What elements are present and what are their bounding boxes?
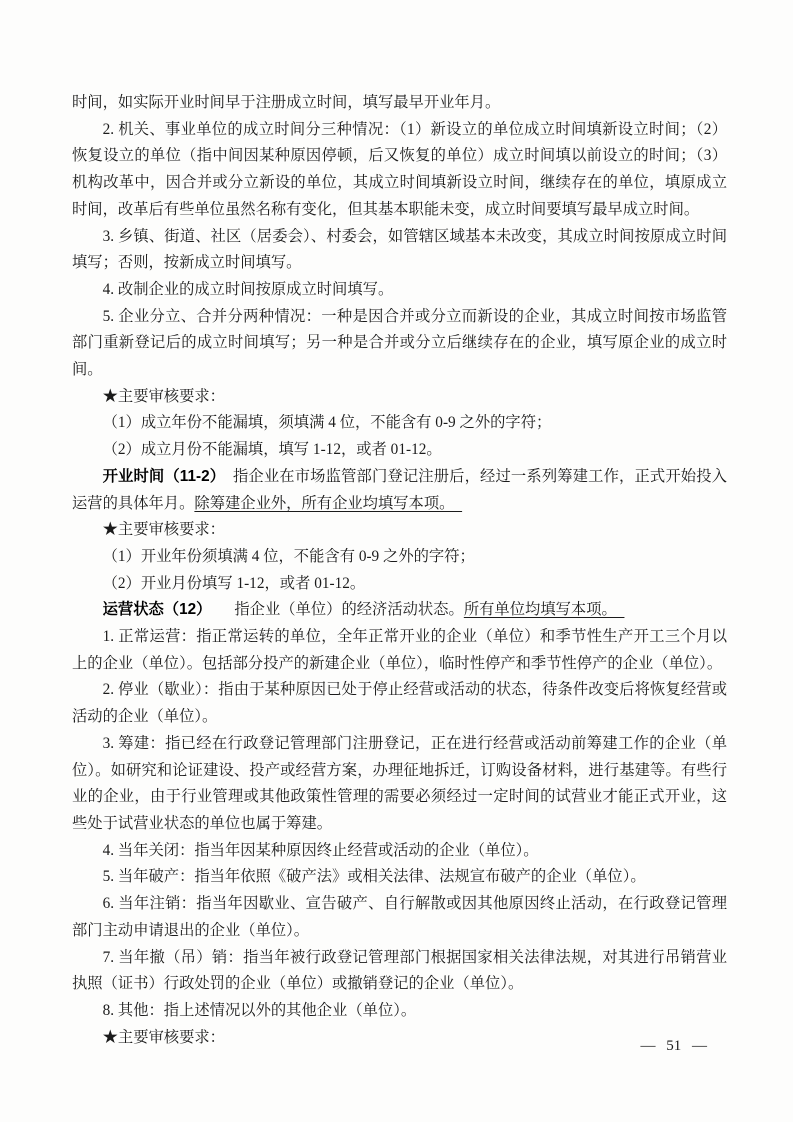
- operating-status-item-5-bankrupt: 5. 当年破产：指当年依照《破产法》或相关法律、法规宣布破产的企业（单位）。: [102, 868, 646, 886]
- term-gap: [204, 601, 235, 618]
- operating-status-item-6-deregistered: 6. 当年注销：指当年因歇业、宣告破产、自行解散或因其他原因终止活动，在行政登记管理部门主动申请退出的企业（单位）。: [72, 895, 727, 939]
- review-requirements-label-2: ★主要审核要求：: [102, 521, 225, 539]
- review-item-establishment-month: （2）成立月份不能漏填，填写 1-12，或者 01-12。: [102, 441, 442, 459]
- term-opening-time-title: 开业时间（11-2）: [102, 467, 218, 485]
- document-body: [72, 90, 727, 1051]
- operating-status-item-7-revoked: 7. 当年撤（吊）销：指当年被行政登记管理部门根据国家相关法律法规，对其进行吊销营业执照（证书）行政处罚的企业（单位）或撤销登记的企业（单位）。: [72, 948, 727, 993]
- item-establishment-time-restructured: 4. 改制企业的成立时间按原成立时间填写。: [102, 280, 394, 298]
- review-item-opening-month: （2）开业月份填写 1-12，或者 01-12。: [102, 574, 366, 592]
- operating-status-item-1-normal: 1. 正常运营：指正常运转的单位，全年正常开业的企业（单位）和季节性生产开工三个月以上的企业（单位）。包括部分投产的新建企业（单位），临时性停产和季节性停产的企业（单位）。: [72, 628, 727, 672]
- review-requirements-label-3: ★主要审核要求：: [102, 1028, 225, 1046]
- review-item-establishment-year: （1）成立年份不能漏填，须填满 4 位，不能含有 0-9 之外的字符；: [102, 414, 552, 432]
- term-opening-time-definition: 指企业在市场监管部门登记注册后，经过一系列筹建工作，正式开始投入运营的具体年月。: [72, 467, 727, 512]
- term-operating-status-underlined-note: 所有单位均填写本项。: [463, 601, 625, 619]
- operating-status-item-4-closed: 4. 当年关闭：指当年因某种原因终止经营或活动的企业（单位）。: [102, 841, 539, 859]
- operating-status-item-8-other: 8. 其他：指上述情况以外的其他企业（单位）。: [102, 1001, 417, 1019]
- page-number: — 51 —: [640, 1038, 707, 1054]
- item-establishment-time-agencies: 2. 机关、事业单位的成立时间分三种情况：（1）新设立的单位成立时间填新设立时间；（2）恢复设立的单位（指中间因某种原因停顿，后又恢复的单位）成立时间填以前设立的时间；（3）机构改革中，因合并或分立新设的单位，其成立时间填新设立时间，继续存在的单位，填原成立时间，改革后有些单位虽然名称有变化，但其基本职能未变，成立时间要填写最早成立时间。: [72, 120, 727, 218]
- item-establishment-time-split-merge: 5. 企业分立、合并分两种情况：一种是因合并或分立而新设的企业，其成立时间按市场监管部门重新登记后的成立时间填写；另一种是合并或分立后继续存在的企业，填写原企业的成立时间。: [72, 307, 727, 379]
- review-item-opening-year: （1）开业年份须填满 4 位，不能含有 0-9 之外的字符；: [102, 547, 475, 565]
- item-establishment-time-townships: 3. 乡镇、街道、社区（居委会）、村委会，如管辖区域基本未改变，其成立时间按原成立时间填写；否则，按新成立时间填写。: [72, 227, 727, 272]
- term-operating-status-definition: 指企业（单位）的经济活动状态。: [234, 601, 464, 619]
- review-requirements-label-1: ★主要审核要求：: [102, 387, 225, 405]
- term-gap: [218, 468, 233, 485]
- operating-status-item-3-under-preparation: 3. 筹建：指已经在行政登记管理部门注册登记，正在进行经营或活动前筹建工作的企业（单位）。如研究和论证建设、投产或经营方案，办理征地拆迁，订购设备材料，进行基建等。有些行业的企业，由于行业管理或其他政策性管理的需要必须经过一定时间的试营业才能正式开业，这些处于试营业状态的单位也属于筹建。: [72, 734, 727, 832]
- term-operating-status: [72, 597, 727, 624]
- term-opening-time: [72, 464, 727, 517]
- term-operating-status-title: 运营状态（12）: [102, 601, 204, 619]
- term-opening-time-underlined-note: 除筹建企业外，所有企业均填写本项。: [194, 494, 463, 512]
- paragraph-continuation: 时间，如实际开业时间早于注册成立时间，填写最早开业年月。: [72, 94, 501, 111]
- operating-status-item-2-suspended: 2. 停业（歇业）：指由于某种原因已处于停止经营或活动的状态，待条件改变后将恢复经营或活动的企业（单位）。: [72, 681, 727, 726]
